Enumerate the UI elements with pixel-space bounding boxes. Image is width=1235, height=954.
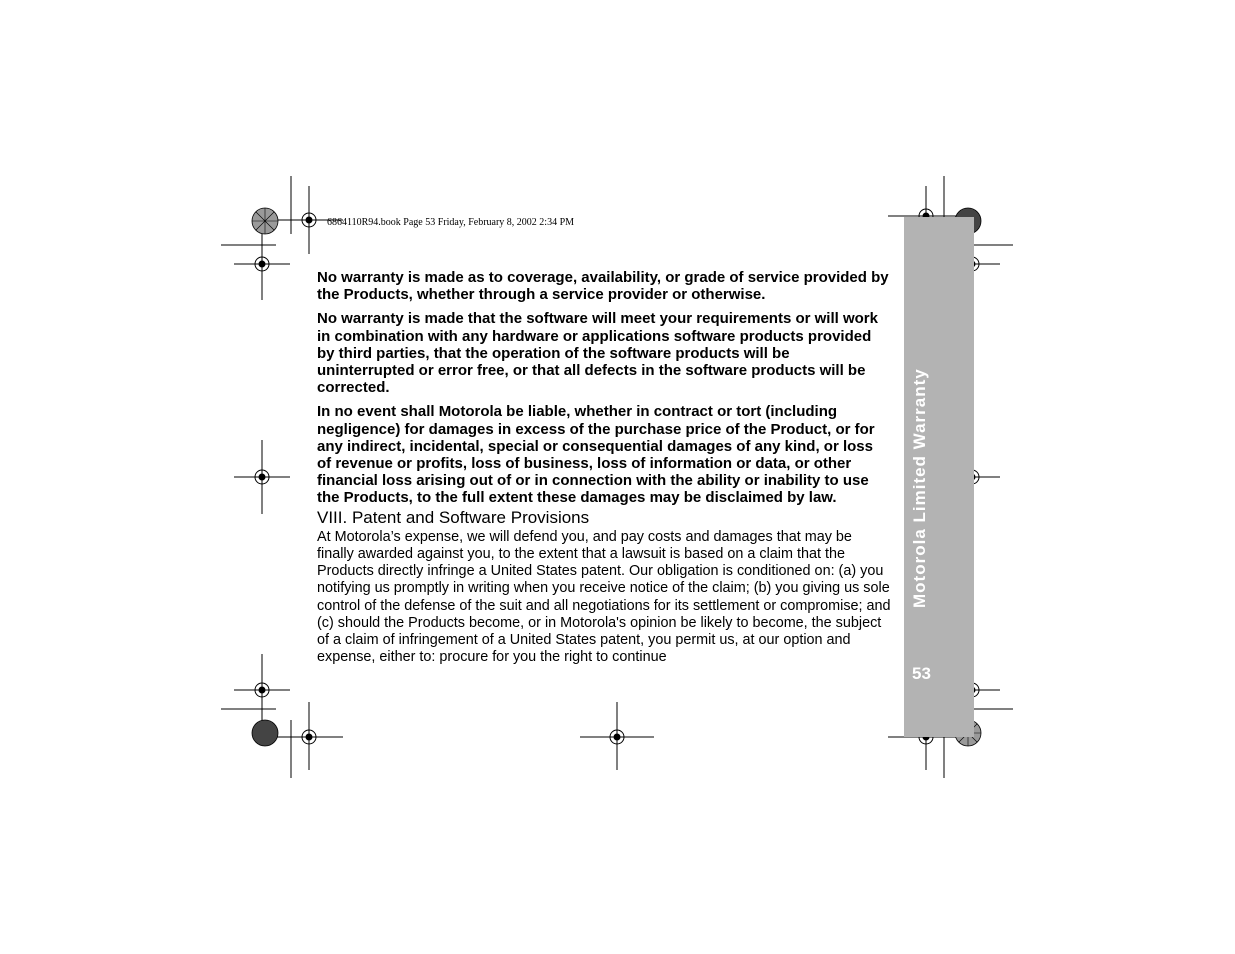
document-body: [317, 269, 891, 666]
page-number: 53: [912, 664, 931, 683]
paragraph-coverage: No warranty is made as to coverage, availability, or grade of service provided by the Products, whether through a service provider or otherwise.: [317, 269, 889, 304]
section-body: At Motorola’s expense, we will defend you, and pay costs and damages that may be finally awarded against you, to the extent that a lawsuit is based on a claim that the Products directly infringe a United States patent. Our obligation is conditioned on: (a) you notifying us promptly in writing when you receive notice of the claim; (b) you giving us sole control of the defense of the suit and all negotiations for its settlement or compromise; and (c) should the Products become, or in Motorola's opinion be likely to become, the subject of a claim of infringement of a United States patent, you permit us, at our option and expense, either to: procure for you the right to continue: [317, 528, 891, 666]
print-header-line: 6864110R94.book Page 53 Friday, February 8, 2002 2:34 PM: [327, 217, 575, 228]
section-heading: VIII. Patent and Software Provisions: [317, 507, 590, 527]
side-tab-title: Motorola Limited Warranty: [910, 368, 929, 608]
paragraph-software: No warranty is made that the software will meet your requirements or will work in combination with any hardware or applications software products provided by third parties, that the operation of the software products will be uninterrupted or error free, or that all defects in the software products will be corrected.: [317, 310, 878, 397]
paragraph-liability: In no event shall Motorola be liable, whether in contract or tort (including negligence) for damages in excess of the purchase price of the Product, or for any indirect, incidental, special or consequential damages of any kind, or loss of revenue or profits, loss of business, loss of information or data, or other financial loss arising out of or in connection with the ability or inability to use the Products, to the full extent these damages may be disclaimed by law.: [317, 403, 875, 507]
